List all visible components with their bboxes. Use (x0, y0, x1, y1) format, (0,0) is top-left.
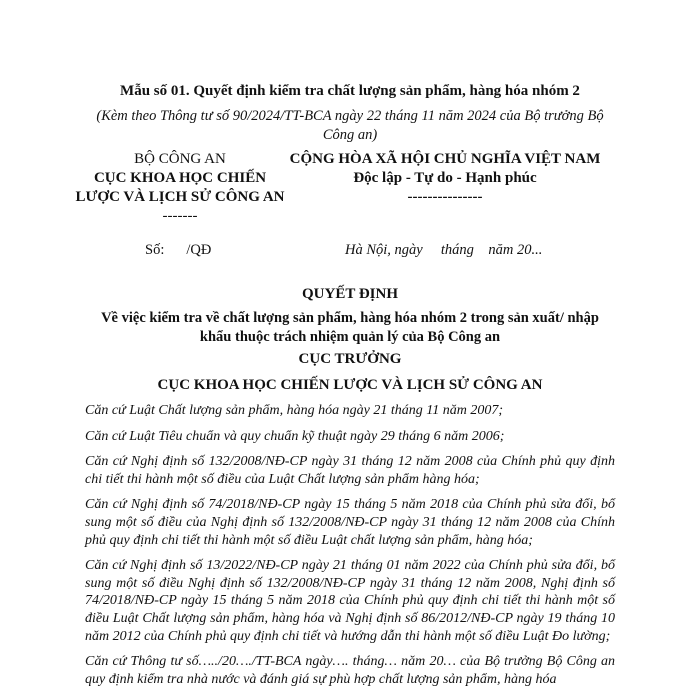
legal-basis-item: Căn cứ Thông tư số…../20…./TT-BCA ngày…. tháng… năm 20… của Bộ trưởng Bộ Công an quy định kiểm tra nhà nước và đánh giá sự phù hợp chất lượng sản phẩm, hàng hóa (85, 654, 615, 687)
form-title: Mẫu số 01. Quyết định kiểm tra chất lượng sản phẩm, hàng hóa nhóm 2 (120, 83, 580, 99)
ministry-name: BỘ CÔNG AN (134, 151, 226, 167)
country-name: CỘNG HÒA XÃ HỘI CHỦ NGHĨA VIỆT NAM (289, 151, 601, 167)
legal-basis-item: Căn cứ Luật Chất lượng sản phẩm, hàng hóa ngày 21 tháng 11 năm 2007; (85, 403, 503, 418)
national-divider: --------------- (407, 189, 483, 205)
document-number-label: Số: (145, 242, 165, 258)
department-name: CỤC KHOA HỌC CHIẾN LƯỢC VÀ LỊCH SỬ CÔNG AN (75, 170, 285, 205)
legal-basis-item: Căn cứ Luật Tiêu chuẩn và quy chuẩn kỹ thuật ngày 29 tháng 6 năm 2006; (85, 428, 505, 444)
document-number-suffix: /QĐ (186, 242, 212, 258)
legal-basis-item: Căn cứ Nghị định số 132/2008/NĐ-CP ngày 31 tháng 12 năm 2008 của Chính phủ quy định chi tiết thi hành một số điều của Luật Chất lượng sản phẩm hàng hóa; (85, 454, 615, 487)
national-header (285, 150, 605, 207)
place-date: Hà Nội, ngày tháng năm 20... (345, 242, 543, 258)
legal-basis-item: Căn cứ Nghị định số 13/2022/NĐ-CP ngày 21 tháng 01 năm 2022 của Chính phủ sửa đổi, bổ sung một số điều Nghị định số 132/2008/NĐ-CP ngày 31 tháng 12 năm 2008, Nghị định số 74/2018/NĐ-CP ngày 15 tháng 5 năm 2018 của Chính phủ quy định chi tiết thi hành một số điều Luật Chất lượng sản phẩm, hàng hóa và Nghị định số 86/2012/NĐ-CP ngày 19 tháng 10 năm 2012 của Chính phủ quy định chi tiết và hướng dẫn thi hành một số điều Luật Đo lường; (85, 558, 615, 644)
document-number (145, 241, 211, 259)
agency-divider: ------- (162, 208, 198, 224)
attachment-note: (Kèm theo Thông tư số 90/2024/TT-BCA ngày 22 tháng 11 năm 2024 của Bộ trưởng Bộ Công an) (96, 108, 604, 143)
legal-basis-item: Căn cứ Nghị định số 74/2018/NĐ-CP ngày 15 tháng 5 năm 2018 của Chính phủ sửa đổi, bổ sung một số điều của Nghị định số 132/2008/NĐ-CP ngày 31 tháng 12 năm 2008 của Chính phủ quy định chi tiết thi hành một số điều Luật chất lượng sản phẩm, hàng hóa; (85, 497, 615, 548)
agency-full-title: CỤC KHOA HỌC CHIẾN LƯỢC VÀ LỊCH SỬ CÔNG AN (157, 377, 543, 393)
decision-subject: Về việc kiểm tra về chất lượng sản phẩm, hàng hóa nhóm 2 trong sản xuất/ nhập khẩu thuộc trách nhiệm quản lý của Bộ Công an (101, 310, 599, 345)
national-motto: Độc lập - Tự do - Hạnh phúc (353, 170, 537, 186)
agency-header (75, 150, 285, 226)
legal-bases (85, 402, 615, 688)
decision-heading: QUYẾT ĐỊNH (302, 286, 398, 302)
director-title: CỤC TRƯỞNG (298, 351, 402, 367)
